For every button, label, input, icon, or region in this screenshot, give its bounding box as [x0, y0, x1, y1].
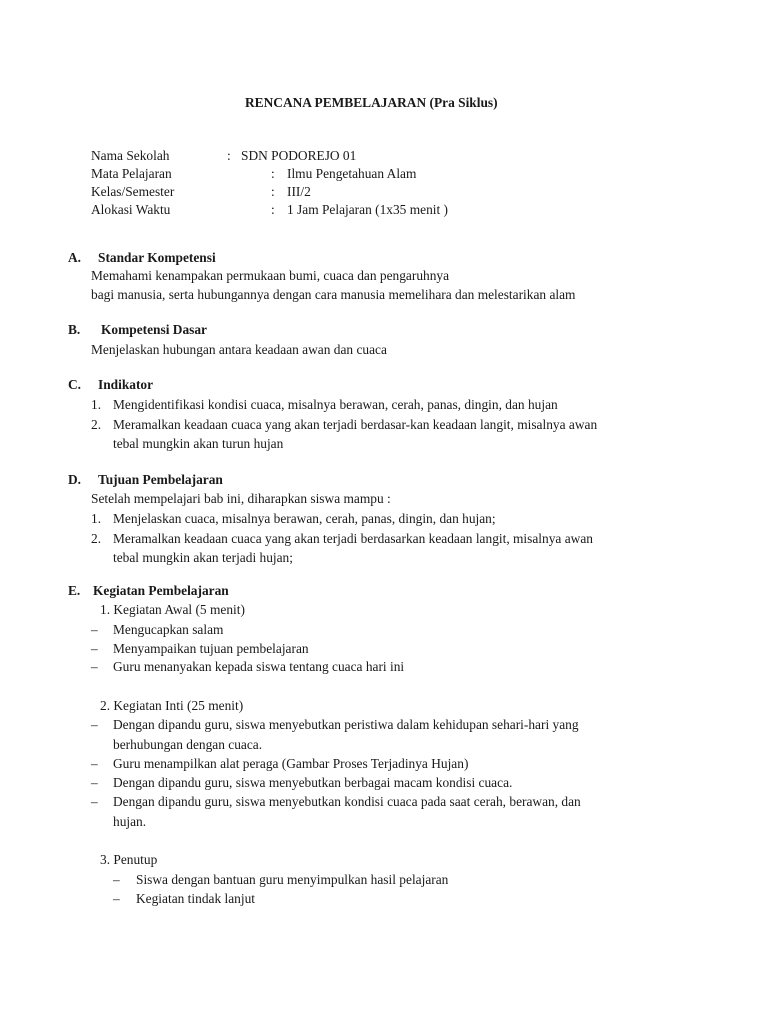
- bullet-text: Dengan dipandu guru, siswa menyebutkan kondisi cuaca pada saat cerah, berawan, dan: [113, 794, 581, 809]
- section-heading: Tujuan Pembelajaran: [98, 472, 223, 487]
- identity-value: 1 Jam Pelajaran (1x35 menit ): [287, 202, 449, 217]
- section-intro: Setelah mempelajari bab ini, diharapkan siswa mampu :: [91, 491, 391, 506]
- identity-separator: :: [271, 166, 275, 181]
- bullet-text: Kegiatan tindak lanjut: [136, 891, 255, 906]
- bullet-text: Guru menampilkan alat peraga (Gambar Proses Terjadinya Hujan): [113, 756, 469, 771]
- activity-part-title: 1. Kegiatan Awal (5 menit): [100, 602, 245, 617]
- section-letter: D.: [68, 472, 82, 487]
- bullet-text: Guru menanyakan kepada siswa tentang cuaca hari ini: [113, 659, 405, 674]
- dash-bullet: –: [91, 717, 98, 732]
- activity-part-title: 3. Penutup: [100, 852, 158, 867]
- identity-label: Kelas/Semester: [91, 184, 175, 199]
- identity-value: Ilmu Pengetahuan Alam: [287, 166, 417, 181]
- identity-value: SDN PODOREJO 01: [241, 148, 357, 163]
- section-letter: A.: [68, 250, 82, 265]
- bullet-text: Mengucapkan salam: [113, 622, 224, 637]
- bullet-text: berhubungan dengan cuaca.: [113, 737, 263, 752]
- list-number: 1.: [91, 511, 102, 526]
- list-item-text: tebal mungkin akan terjadi hujan;: [113, 550, 293, 565]
- list-item-text: Meramalkan keadaan cuaca yang akan terjadi berdasarkan keadaan langit, misalnya awan: [113, 531, 593, 546]
- bullet-text: hujan.: [113, 814, 147, 829]
- identity-separator: :: [271, 202, 275, 217]
- section-letter: B.: [68, 322, 81, 337]
- section-text: bagi manusia, serta hubungannya dengan cara manusia memelihara dan melestarikan alam: [91, 287, 576, 302]
- identity-label: Nama Sekolah: [91, 148, 170, 163]
- list-item-text: Mengidentifikasi kondisi cuaca, misalnya berawan, cerah, panas, dingin, dan hujan: [113, 397, 558, 412]
- dash-bullet: –: [91, 622, 98, 637]
- section-heading: Kegiatan Pembelajaran: [93, 583, 229, 598]
- section-text: Memahami kenampakan permukaan bumi, cuaca dan pengaruhnya: [91, 268, 450, 283]
- dash-bullet: –: [113, 891, 120, 906]
- dash-bullet: –: [113, 872, 120, 887]
- bullet-text: Dengan dipandu guru, siswa menyebutkan berbagai macam kondisi cuaca.: [113, 775, 513, 790]
- dash-bullet: –: [91, 794, 98, 809]
- bullet-text: Dengan dipandu guru, siswa menyebutkan peristiwa dalam kehidupan sehari-hari yang: [113, 717, 579, 732]
- list-item-text: Menjelaskan cuaca, misalnya berawan, cerah, panas, dingin, dan hujan;: [113, 511, 496, 526]
- identity-separator: :: [271, 184, 275, 199]
- list-number: 1.: [91, 397, 102, 412]
- document-title: RENCANA PEMBELAJARAN (Pra Siklus): [245, 95, 498, 110]
- section-heading: Standar Kompetensi: [98, 250, 216, 265]
- activity-part-title: 2. Kegiatan Inti (25 menit): [100, 698, 244, 713]
- section-heading: Indikator: [98, 377, 154, 392]
- list-item-text: Meramalkan keadaan cuaca yang akan terjadi berdasar-kan keadaan langit, misalnya awan: [113, 417, 598, 432]
- section-text: Menjelaskan hubungan antara keadaan awan dan cuaca: [91, 342, 387, 357]
- bullet-text: Siswa dengan bantuan guru menyimpulkan hasil pelajaran: [136, 872, 449, 887]
- identity-label: Mata Pelajaran: [91, 166, 172, 181]
- section-letter: C.: [68, 377, 82, 392]
- dash-bullet: –: [91, 775, 98, 790]
- identity-value: III/2: [287, 184, 311, 199]
- bullet-text: Menyampaikan tujuan pembelajaran: [113, 641, 309, 656]
- section-letter: E.: [68, 583, 81, 598]
- dash-bullet: –: [91, 641, 98, 656]
- section-heading: Kompetensi Dasar: [101, 322, 208, 337]
- dash-bullet: –: [91, 659, 98, 674]
- identity-label: Alokasi Waktu: [91, 202, 171, 217]
- list-item-text: tebal mungkin akan turun hujan: [113, 436, 284, 451]
- list-number: 2.: [91, 531, 102, 546]
- identity-separator: :: [227, 148, 231, 163]
- list-number: 2.: [91, 417, 102, 432]
- dash-bullet: –: [91, 756, 98, 771]
